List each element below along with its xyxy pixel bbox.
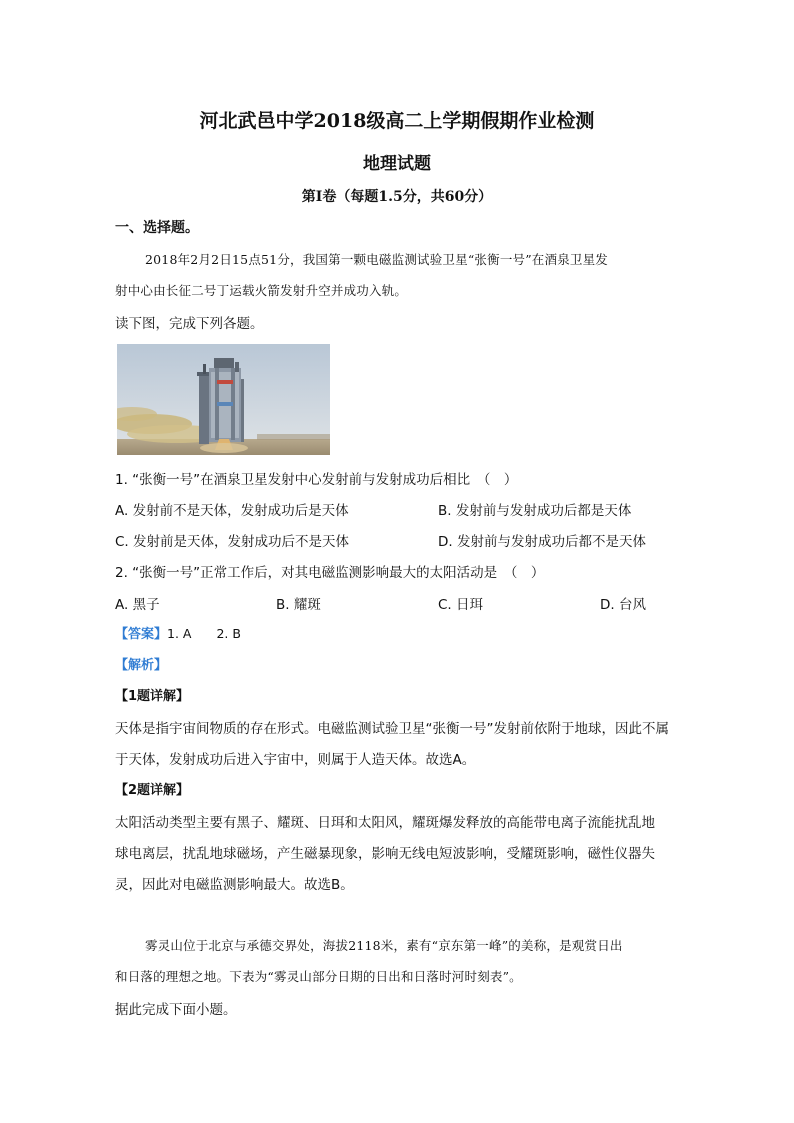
intro-line-1: 2018年2月2日15点51分，我国第一颗电磁监测试验卫星“张衡一号”在酒泉卫星发	[145, 252, 609, 267]
detail-2-line-2: 球电离层，扰乱地球磁场，产生磁暴现象，影响无线电短波影响，受耀斑影响，磁性仪器失	[115, 846, 655, 862]
part-heading: 一、选择题。	[115, 220, 199, 236]
intro-line-2: 射中心由长征二号丁运载火箭发射升空并成功入轨。	[115, 283, 408, 298]
analysis-label: 【解析】	[115, 658, 168, 673]
q1-option-a[interactable]: A. 发射前不是天体，发射成功后是天体	[115, 503, 349, 519]
detail-2-line-1: 太阳活动类型主要有黑子、耀斑、日珥和太阳风，耀斑爆发释放的高能带电离子流能扰乱地	[115, 815, 655, 831]
q1-option-c[interactable]: C. 发射前是天体，发射成功后不是天体	[115, 534, 350, 550]
answer-line	[115, 623, 241, 642]
detail-1-line-2: 于天体，发射成功后进入宇宙中，则属于人造天体。故选A。	[115, 752, 476, 768]
part-2-intro-line-2: 和日落的理想之地。下表为“雾灵山部分日期的日出和日落时河时刻表”。	[115, 969, 522, 984]
q2-option-a[interactable]: A. 黑子	[115, 597, 160, 613]
part-2-intro-line-1: 雾灵山位于北京与承德交界处，海拔2118米，素有“京东第一峰”的美称，是观赏日出	[145, 938, 623, 953]
q1-option-d[interactable]: D. 发射前与发射成功后都不是天体	[438, 534, 646, 550]
rocket-launch-photo	[117, 344, 330, 455]
q2-option-b[interactable]: B. 耀斑	[276, 597, 321, 613]
page-title: 河北武邑中学2018级高二上学期假期作业检测	[199, 110, 595, 132]
detail-2-line-3: 灵，因此对电磁监测影响最大。故选B。	[115, 877, 354, 893]
answer-text: 1. A 2. B	[167, 626, 241, 641]
q1-option-b[interactable]: B. 发射前与发射成功后都是天体	[438, 503, 632, 519]
q2-option-d[interactable]: D. 台风	[600, 597, 646, 613]
part-2-instruction: 据此完成下面小题。	[115, 1002, 237, 1018]
q2-option-c[interactable]: C. 日珥	[438, 597, 484, 613]
section-heading: 第Ⅰ卷（每题1.5分，共60分）	[301, 189, 493, 205]
answer-label: 【答案】	[115, 627, 168, 642]
detail-2-label: 【2题详解】	[115, 783, 190, 798]
instruction: 读下图，完成下列各题。	[115, 316, 264, 332]
question-2-stem: 2. “张衡一号”正常工作后，对其电磁监测影响最大的太阳活动是 （ ）	[115, 565, 545, 581]
detail-1-label: 【1题详解】	[115, 689, 190, 704]
page-subtitle: 地理试题	[363, 154, 431, 174]
question-1-stem: 1. “张衡一号”在酒泉卫星发射中心发射前与发射成功后相比 （ ）	[115, 472, 518, 488]
detail-1-line-1: 天体是指宇宙间物质的存在形式。电磁监测试验卫星“张衡一号”发射前依附于地球，因此不属	[115, 721, 669, 737]
rocket-launch-icon	[117, 344, 330, 455]
